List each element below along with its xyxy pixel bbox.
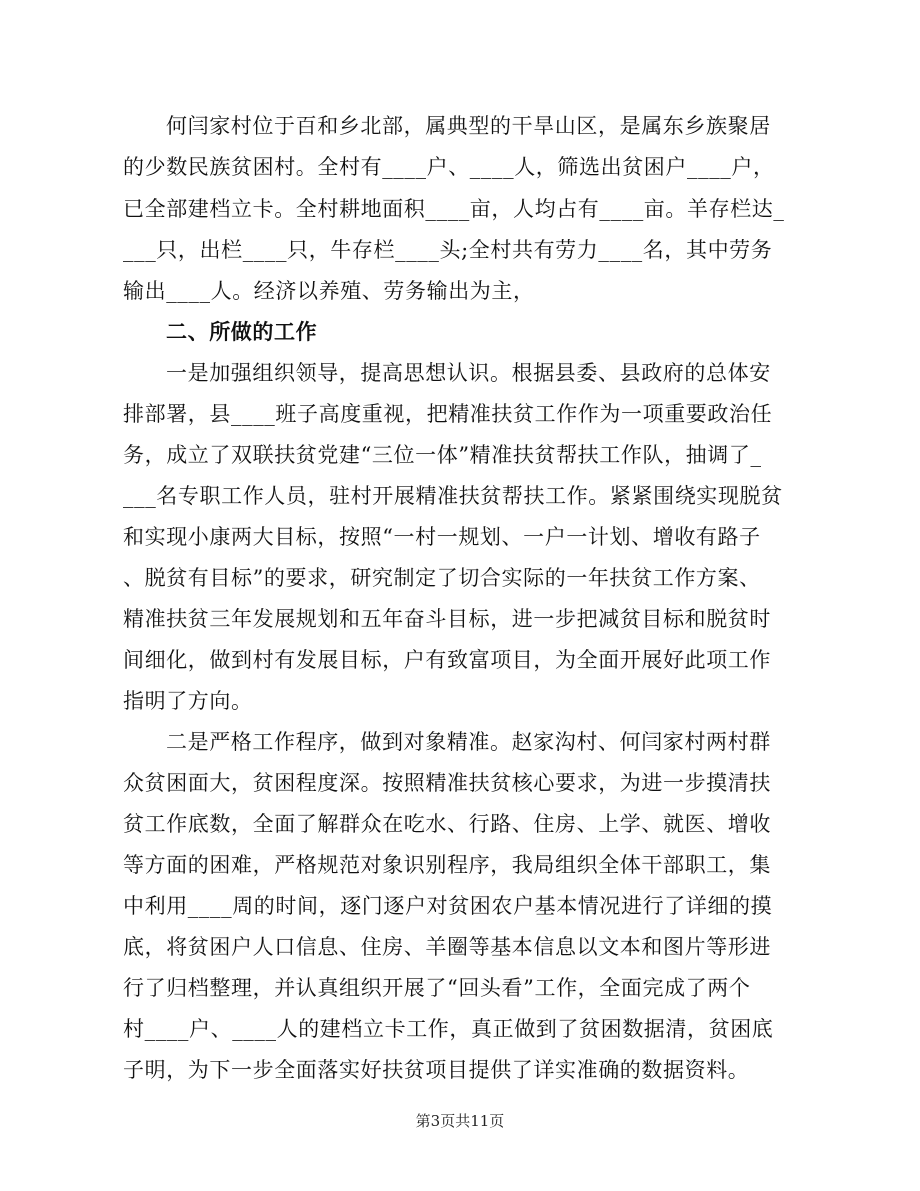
paragraph-2-line-1: 一是加强组织领导，提高思想认识。根据县委、县政府的总体安 <box>166 361 771 385</box>
paragraph-3-line-9: 子明，为下一步全面落实好扶贫项目提供了详实准确的数据资料。 <box>123 1058 750 1082</box>
paragraph-2-line-9: 指明了方向。 <box>123 689 253 713</box>
paragraph-1-line-2: 的少数民族贫困村。全村有____户、____人，筛选出贫困户____户， <box>123 155 775 179</box>
paragraph-2-line-4: ___名专职工作人员，驻村开展精准扶贫帮扶工作。紧紧围绕实现脱贫 <box>123 484 783 508</box>
paragraph-1-line-5: 输出____人。经济以养殖、劳务输出为主， <box>123 279 535 303</box>
paragraph-1-line-4: ___只，出栏____只，牛存栏____头;全村共有劳力____名，其中劳务 <box>123 238 773 262</box>
paragraph-3-line-7: 行了归档整理，并认真组织开展了“回头看”工作，全面完成了两个 <box>123 976 751 1000</box>
section-heading: 二、所做的工作 <box>166 319 318 344</box>
paragraph-3-line-2: 众贫困面大，贫困程度深。按照精准扶贫核心要求，为进一步摸清扶 <box>123 771 771 795</box>
paragraph-2-line-8: 间细化，做到村有发展目标，户有致富项目，为全面开展好此项工作 <box>123 648 771 672</box>
paragraph-2-line-7: 精准扶贫三年发展规划和五年奋斗目标，进一步把减贫目标和脱贫时 <box>123 607 771 631</box>
paragraph-2-line-2: 排部署，县____班子高度重视，把精准扶贫工作作为一项重要政治任 <box>123 402 773 426</box>
paragraph-2-line-6: 、脱贫有目标”的要求，研究制定了切合实际的一年扶贫工作方案、 <box>123 566 761 590</box>
paragraph-2-line-3: 务，成立了双联扶贫党建“三位一体”精准扶贫帮扶工作队，抽调了_ <box>123 443 762 467</box>
paragraph-3-line-8: 村____户、____人的建档立卡工作，真正做到了贫困数据清，贫困底 <box>123 1017 774 1041</box>
paragraph-3-line-3: 贫工作底数，全面了解群众在吃水、行路、住房、上学、就医、增收 <box>123 812 771 836</box>
paragraph-3-line-4: 等方面的困难，严格规范对象识别程序，我局组织全体干部职工，集 <box>123 853 771 877</box>
page-number-footer: 第3页共11页 <box>415 1112 505 1130</box>
paragraph-3-line-1: 二是严格工作程序，做到对象精准。赵家沟村、何闫家村两村群 <box>166 730 771 754</box>
paragraph-3-line-6: 底，将贫困户人口信息、住房、羊圈等基本信息以文本和图片等形进 <box>123 935 771 959</box>
paragraph-2-line-5: 和实现小康两大目标，按照“一村一规划、一户一计划、增收有路子 <box>123 525 761 549</box>
paragraph-1-line-3: 已全部建档立卡。全村耕地面积____亩，人均占有____亩。羊存栏达_ <box>123 197 785 221</box>
paragraph-1-line-1: 何闫家村位于百和乡北部，属典型的干旱山区，是属东乡族聚居 <box>166 114 771 138</box>
paragraph-3-line-5: 中利用____周的时间，逐门逐户对贫困农户基本情况进行了详细的摸 <box>123 894 773 918</box>
